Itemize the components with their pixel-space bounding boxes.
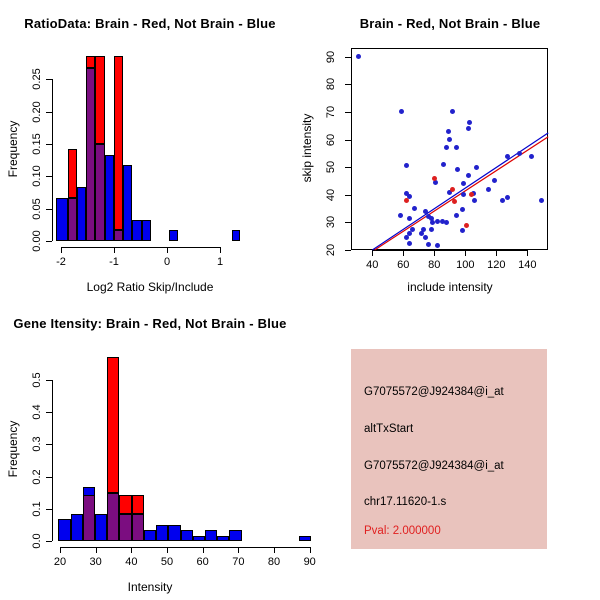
x-axis-tick — [372, 250, 373, 256]
x-tick-label: 1 — [216, 256, 224, 268]
y-tick-label: 0.3 — [31, 436, 43, 453]
x-axis-tick — [238, 547, 239, 553]
hist-bar-red — [132, 495, 144, 514]
scatter-point-blue — [407, 241, 412, 246]
y-tick-label: 30 — [325, 216, 337, 229]
y-tick-label: 0.5 — [31, 372, 43, 388]
x-tick-label: 140 — [518, 259, 537, 271]
y-axis-tick — [46, 477, 52, 478]
x-tick-label: -1 — [109, 256, 119, 268]
x-axis-line — [372, 250, 528, 251]
scatter-point-blue — [398, 213, 403, 218]
hist-bar-blue — [232, 230, 240, 241]
x-tick-label: 40 — [125, 556, 138, 568]
y-axis-tick — [345, 222, 351, 223]
y-tick-label: 0.20 — [31, 100, 43, 123]
plot-box — [351, 48, 548, 250]
ratio-histogram-ylabel: Frequency — [6, 120, 20, 178]
y-tick-label: 0.15 — [31, 133, 43, 155]
scatter-point-blue — [446, 129, 451, 134]
y-axis-tick — [46, 444, 52, 445]
hist-bar-blue — [123, 165, 132, 241]
y-axis-tick — [345, 57, 351, 58]
hist-bar-blue — [56, 198, 68, 241]
scatter-point-blue — [441, 162, 446, 167]
x-tick-label: 60 — [196, 556, 209, 568]
scatter-point-blue — [404, 235, 409, 240]
hist-bar-overlap — [114, 230, 123, 241]
x-tick-label: 60 — [397, 259, 410, 271]
scatter-point-blue — [423, 235, 428, 240]
y-axis-tick — [46, 412, 52, 413]
probeset-id-text-2: G7075572@J924384@i_at — [364, 460, 504, 472]
scatter-xlabel: include intensity — [407, 280, 493, 294]
y-tick-label: 90 — [325, 50, 337, 63]
x-tick-label: 80 — [428, 259, 441, 271]
hist-bar-blue — [169, 230, 178, 241]
x-axis-line — [61, 247, 221, 248]
hist-bar-overlap — [132, 514, 144, 541]
hist-bar-blue — [229, 530, 241, 541]
hist-bar-red — [95, 56, 105, 144]
y-axis-tick — [46, 112, 52, 113]
location-text: chr17.11620-1.s — [364, 496, 447, 508]
scatter-point-blue — [412, 206, 417, 211]
y-axis-line — [52, 79, 53, 241]
x-axis-tick — [465, 250, 466, 256]
y-tick-label: 80 — [325, 78, 337, 91]
scatter-point-blue — [454, 145, 459, 150]
panel-intensity-scatter — [300, 0, 600, 300]
scatter-point-blue — [486, 187, 491, 192]
x-tick-label: 80 — [267, 556, 281, 568]
x-tick-label: 20 — [53, 556, 67, 568]
y-axis-tick — [345, 140, 351, 141]
hist-bar-blue — [71, 514, 83, 541]
y-tick-label: 0.2 — [31, 468, 43, 485]
x-axis-tick — [114, 247, 115, 253]
y-tick-label: 20 — [325, 243, 337, 257]
y-axis-tick — [345, 250, 351, 251]
panel-ratio-histogram — [0, 0, 300, 300]
gene-histogram-ylabel: Frequency — [6, 420, 20, 478]
hist-bar-red — [68, 149, 77, 198]
x-axis-tick — [274, 547, 275, 553]
x-tick-label: -2 — [56, 256, 66, 268]
x-tick-label: 50 — [160, 556, 174, 568]
x-tick-label: 30 — [89, 556, 102, 568]
hist-bar-blue — [181, 530, 193, 541]
event-type-text: altTxStart — [364, 423, 414, 435]
scatter-title: Brain - Red, Not Brain - Blue — [359, 16, 541, 31]
x-tick-label: 40 — [366, 259, 379, 271]
hist-bar-overlap — [86, 68, 95, 241]
y-axis-line — [351, 57, 352, 250]
scatter-ylabel: skip intensity — [300, 113, 314, 183]
x-tick-label: 90 — [303, 556, 316, 568]
y-tick-label: 0.0 — [31, 533, 43, 549]
panel-gene-intensity-histogram — [0, 300, 316, 600]
y-tick-label: 70 — [325, 105, 337, 119]
hist-bar-red — [107, 357, 119, 493]
scatter-point-red — [404, 198, 409, 203]
x-axis-tick — [220, 247, 221, 253]
x-axis-tick — [434, 250, 435, 256]
x-axis-tick — [60, 547, 61, 553]
y-tick-label: 0.4 — [31, 404, 43, 420]
scatter-point-blue — [505, 195, 510, 200]
hist-bar-overlap — [68, 198, 77, 241]
y-axis-tick — [46, 241, 52, 242]
gene-info-box — [351, 349, 547, 549]
gene-histogram-title: Gene Itensity: Brain - Red, Not Brain - Blue — [13, 316, 287, 331]
probeset-id-text: G7075572@J924384@i_at — [364, 386, 504, 398]
scatter-point-blue — [517, 151, 522, 156]
y-axis-tick — [46, 209, 52, 210]
scatter-point-blue — [474, 165, 479, 170]
hist-bar-blue — [217, 536, 229, 541]
y-tick-label: 60 — [325, 133, 337, 146]
ratio-histogram-title: RatioData: Brain - Red, Not Brain - Blue — [24, 16, 276, 31]
hist-bar-blue — [142, 220, 151, 241]
y-axis-tick — [46, 541, 52, 542]
hist-bar-blue — [95, 514, 107, 541]
y-axis-tick — [345, 112, 351, 113]
gene-histogram-xlabel: Intensity — [127, 580, 173, 594]
x-tick-label: 100 — [456, 259, 475, 271]
scatter-point-red — [432, 176, 437, 181]
hist-bar-blue — [77, 187, 86, 241]
scatter-point-blue — [423, 209, 428, 214]
x-tick-label: 120 — [487, 259, 506, 271]
hist-bar-blue — [193, 536, 205, 541]
scatter-point-blue — [426, 242, 431, 247]
x-axis-tick — [131, 547, 132, 553]
hist-bar-overlap — [83, 495, 95, 541]
scatter-point-blue — [460, 228, 465, 233]
x-axis-tick — [96, 547, 97, 553]
hist-bar-overlap — [119, 514, 131, 541]
y-tick-label: 50 — [325, 161, 337, 174]
pval-text: Pval: 2.000000 — [364, 525, 441, 537]
scatter-point-blue — [539, 198, 544, 203]
y-axis-tick — [345, 167, 351, 168]
scatter-point-blue — [472, 198, 477, 203]
x-axis-tick — [527, 250, 528, 256]
hist-bar-blue — [168, 525, 180, 541]
y-tick-label: 0.25 — [31, 68, 43, 91]
y-axis-tick — [46, 380, 52, 381]
ratio-histogram-xlabel: Log2 Ratio Skip/Include — [86, 280, 214, 294]
scatter-point-blue — [466, 126, 471, 131]
panel-gene-info — [300, 300, 600, 600]
y-tick-label: 40 — [325, 188, 337, 201]
scatter-point-blue — [505, 154, 510, 159]
hist-bar-overlap — [95, 144, 105, 241]
hist-bar-red — [86, 56, 95, 68]
x-tick-label: 70 — [232, 556, 245, 568]
x-axis-tick — [61, 247, 62, 253]
y-axis-tick — [46, 176, 52, 177]
scatter-point-blue — [407, 216, 412, 221]
hist-bar-red — [119, 495, 131, 514]
hist-bar-blue — [156, 525, 168, 541]
y-tick-label: 0.05 — [31, 197, 43, 220]
y-axis-tick — [345, 195, 351, 196]
y-axis-tick — [46, 144, 52, 145]
x-axis-tick — [403, 250, 404, 256]
x-axis-tick — [203, 547, 204, 553]
hist-bar-blue — [144, 530, 156, 541]
x-tick-label: 0 — [163, 256, 171, 268]
y-axis-tick — [46, 79, 52, 80]
hist-bar-red — [114, 56, 123, 230]
y-tick-label: 0.00 — [31, 230, 43, 252]
y-axis-line — [52, 380, 53, 541]
scatter-point-blue — [454, 213, 459, 218]
hist-bar-blue — [105, 155, 114, 241]
x-axis-tick — [167, 247, 168, 253]
y-axis-tick — [46, 509, 52, 510]
x-axis-tick — [496, 250, 497, 256]
hist-bar-blue — [58, 519, 70, 541]
hist-bar-overlap — [107, 493, 119, 541]
y-tick-label: 0.1 — [31, 501, 43, 517]
hist-bar-blue — [205, 530, 217, 541]
x-axis-tick — [167, 547, 168, 553]
scatter-point-blue — [466, 173, 471, 178]
y-tick-label: 0.10 — [31, 165, 43, 188]
y-axis-tick — [345, 84, 351, 85]
scatter-point-blue — [429, 227, 434, 232]
hist-bar-blue — [132, 220, 142, 241]
